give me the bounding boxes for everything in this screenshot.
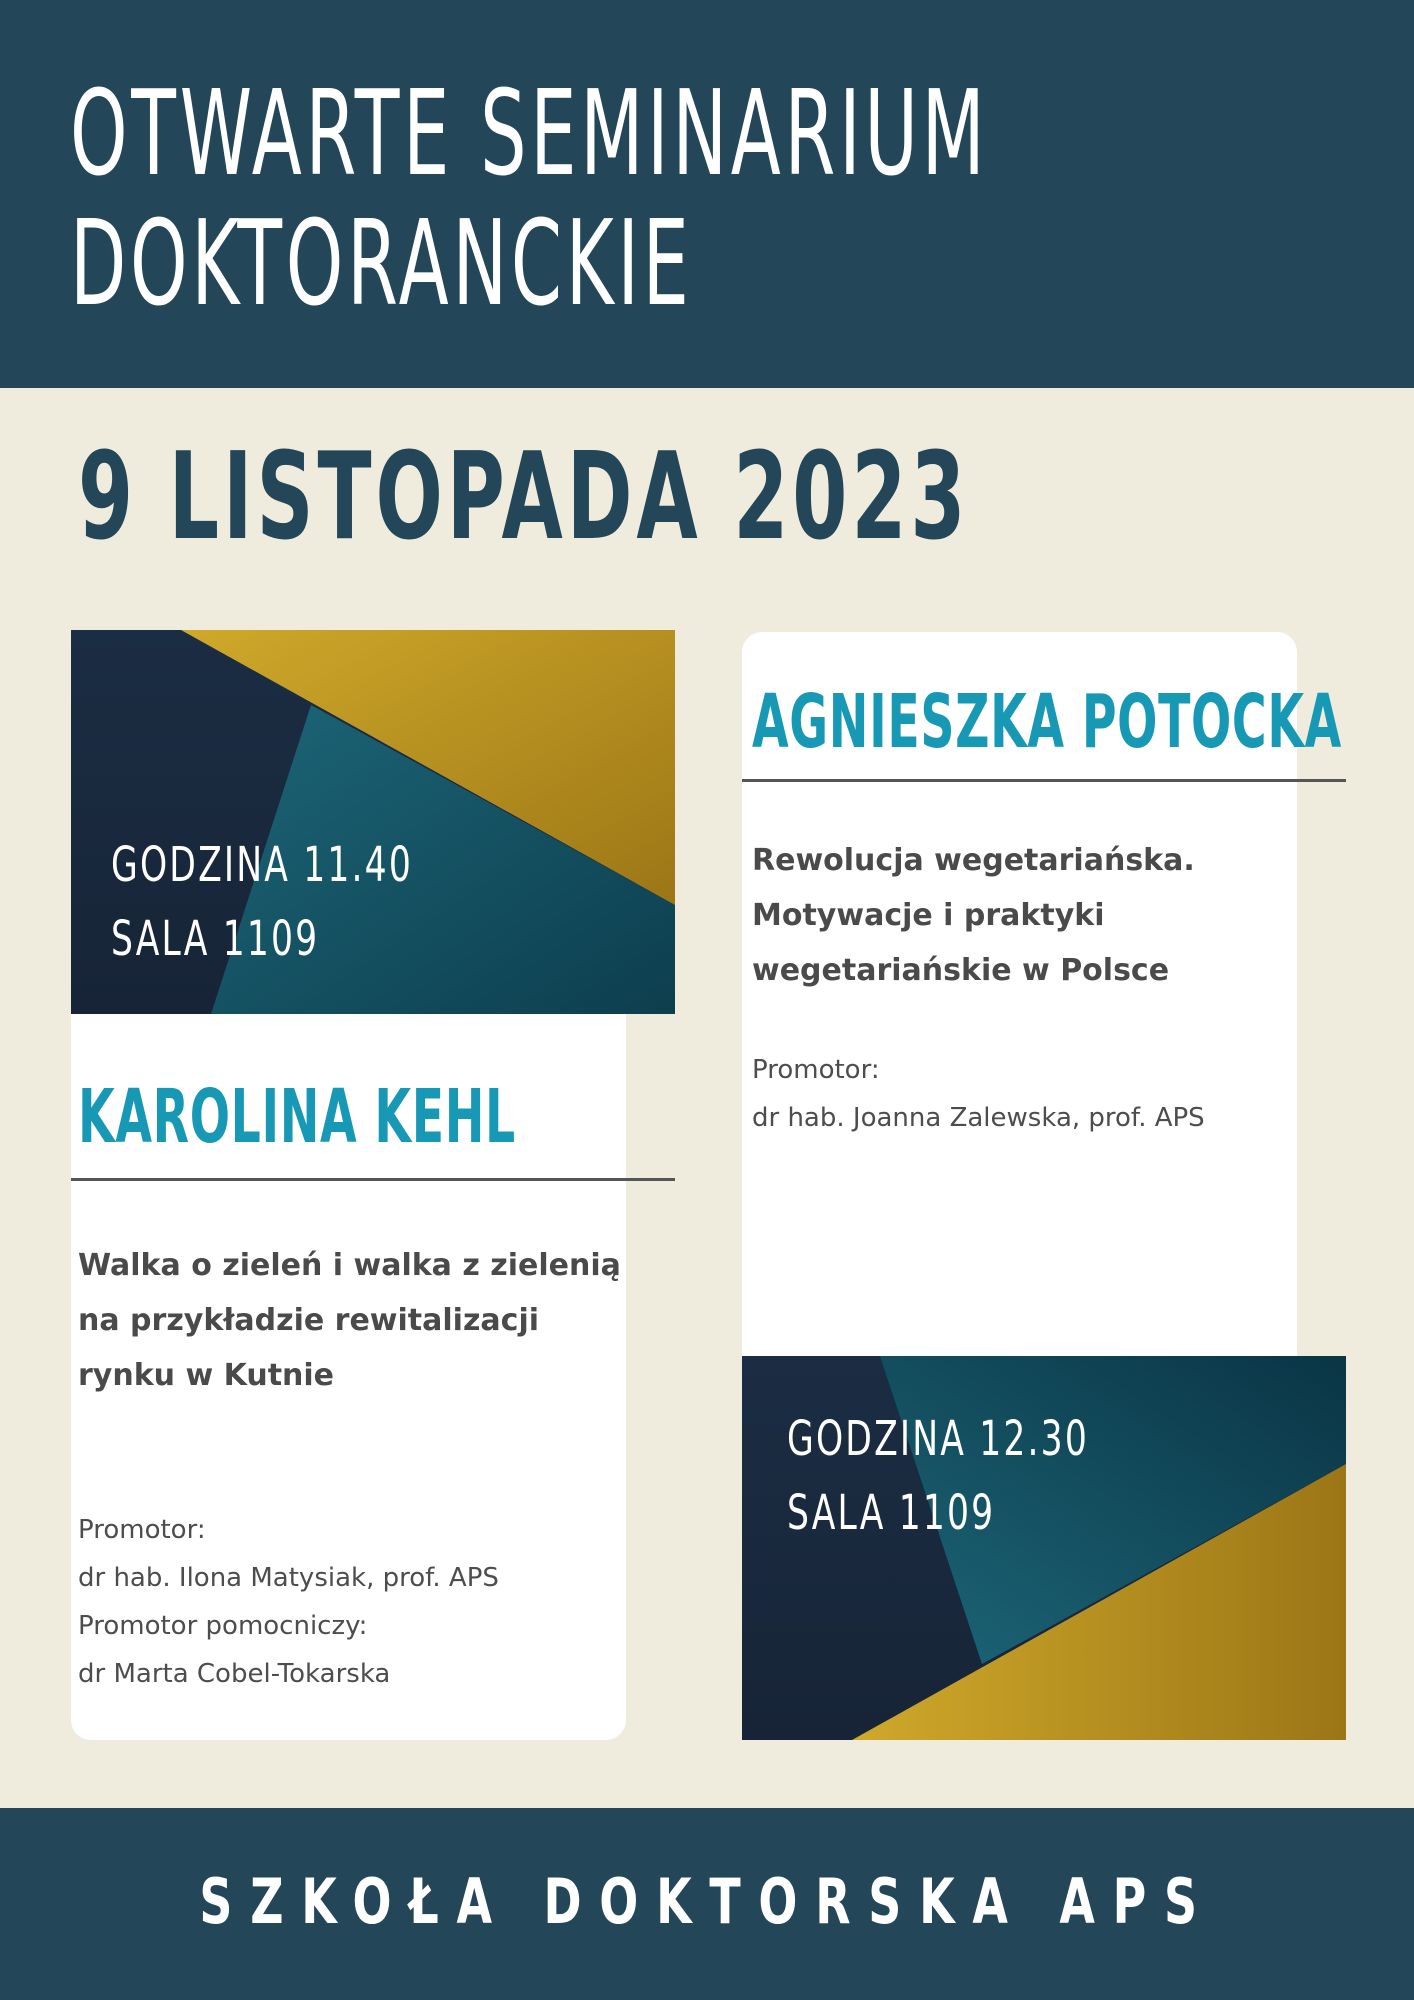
talk-title-line: Rewolucja wegetariańska.: [752, 843, 1195, 878]
speaker-name-potocka: AGNIESZKA POTOCKA: [752, 679, 1342, 765]
talk-title-line: Motywacje i praktyki: [752, 898, 1105, 933]
talk-title-line: wegetariańskie w Polsce: [752, 953, 1170, 988]
divider-left: [71, 1178, 675, 1181]
talk-title-kehl: [78, 1238, 621, 1403]
session-room-left: SALA 1109: [111, 911, 320, 967]
promotor-info-kehl: [78, 1506, 499, 1698]
talk-title-line: rynku w Kutnie: [78, 1358, 335, 1393]
footer-banner: [0, 1808, 1414, 2000]
promotor-line: dr hab. Joanna Zalewska, prof. APS: [752, 1103, 1205, 1133]
talk-title-potocka: [752, 833, 1252, 998]
promotor-line: Promotor:: [752, 1055, 880, 1085]
seminar-title-line-2: DOKTORANCKIE: [70, 194, 693, 332]
speaker-name-kehl: KAROLINA KEHL: [78, 1074, 516, 1160]
session-time-left: GODZINA 11.40: [111, 837, 413, 893]
session-room-right: SALA 1109: [787, 1485, 996, 1541]
talk-title-line: Walka o zieleń i walka z zielenią: [78, 1248, 621, 1283]
session-graphic-left: [71, 630, 675, 1014]
promotor-line: Promotor:: [78, 1515, 206, 1545]
talk-title-line: na przykładzie rewitalizacji: [78, 1303, 540, 1338]
event-date: 9 LISTOPADA 2023: [78, 428, 970, 567]
promotor-info-potocka: [752, 1046, 1205, 1142]
seminar-title-line-1: OTWARTE SEMINARIUM: [70, 64, 989, 202]
session-time-right: GODZINA 12.30: [787, 1411, 1089, 1467]
header-banner: [0, 0, 1414, 388]
session-graphic-right: [742, 1356, 1346, 1740]
school-name: SZKOŁA DOKTORSKA APS: [199, 1865, 1215, 1938]
promotor-line: Promotor pomocniczy:: [78, 1611, 368, 1641]
school-name-footer: [0, 1862, 1414, 1942]
divider-right: [742, 779, 1346, 782]
promotor-line: dr hab. Ilona Matysiak, prof. APS: [78, 1563, 499, 1593]
promotor-line: dr Marta Cobel-Tokarska: [78, 1659, 391, 1689]
